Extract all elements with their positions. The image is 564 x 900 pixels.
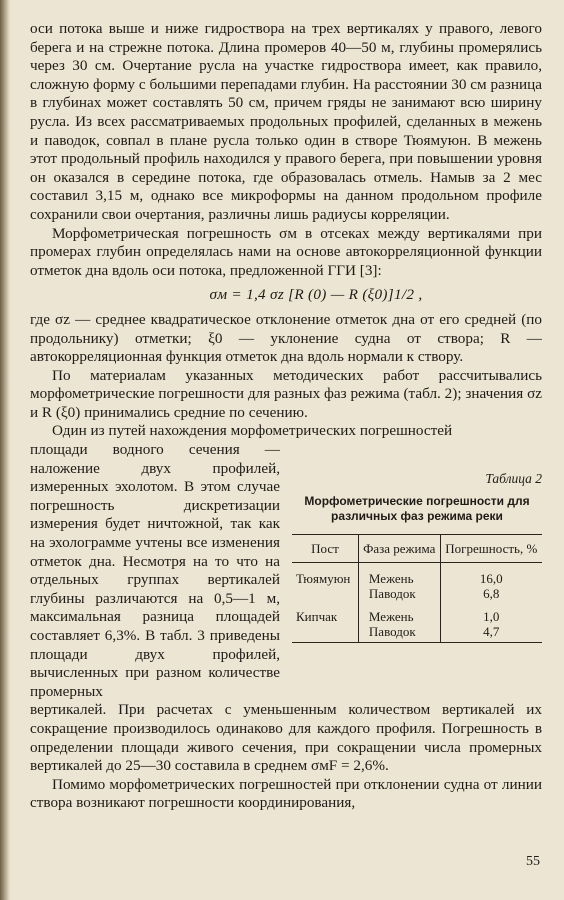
table-row <box>292 586 542 601</box>
cell-value: 6,8 <box>440 586 542 601</box>
cell-value: 4,7 <box>440 624 542 643</box>
formula: σм = 1,4 σz [R (0) — R (ξ0)]1/2 , <box>209 286 423 304</box>
paragraph-6: Помимо морфометрических погрешностей при отклонении судна от линии створа возникают погрешности координирования, <box>30 775 542 812</box>
table-2 <box>292 471 542 643</box>
paragraph-3: где σz — среднее квадратическое отклонение отметок дна от его средней (по продольнику) отметки; ξ0 — уклонение судна от створа; R — автокорреляционная функция отметок дна вдоль нормали к створу. <box>30 310 542 366</box>
paragraph-5-left-column: площади водного сечения — наложение двух профилей, измеренных эхолотом. В этом случае погрешность дискретизации измерения будет ничтожной, так как на эхолограмме учтены все изменения отметок дна. Несмотря на то что на отдельных группах вертикалей глубины различаются на 0,5—1 м, максимальная разница площадей составляет 6,3%. В табл. 3 приведены площади двух профилей, вычисленных при разном количестве промерных <box>30 441 280 700</box>
header-error: Погрешность, % <box>440 535 542 563</box>
paragraph-5-intro: Один из путей нахождения морфометрических погрешностей <box>52 422 453 440</box>
morphometric-table <box>292 534 542 643</box>
header-post: Пост <box>292 535 358 563</box>
cell-value: 16,0 <box>440 571 542 586</box>
text-with-table <box>30 441 542 701</box>
header-phase: Фаза режима <box>358 535 440 563</box>
cell-phase: Межень <box>358 609 440 624</box>
cell-post: Кипчак <box>296 609 338 625</box>
table-row <box>292 609 542 624</box>
paragraph-4: По материалам указанных методических работ рассчитывались морфометрические погрешности для разных фаз режима (табл. 2); значения σz и R (ξ0) принимались средние по сечению. <box>30 366 542 421</box>
paragraph-5-end: вертикалей. При расчетах с уменьшенным количеством вертикалей их сокращение производилось одинаково для каждого профиля. Погрешность в определении площади живого сечения, при сокращении числа промерных вертикалей до 25—30 составила в среднем σмF = 2,6%. <box>30 701 542 775</box>
cell-post: Тюямуюн <box>296 571 351 587</box>
cell-phase: Паводок <box>358 586 440 601</box>
table-number: Таблица 2 <box>485 471 542 487</box>
cell-post <box>292 586 358 601</box>
paragraph-2: Морфометрическая погрешность σм в отсеках между вертикалями при промерах глубин определялась нами на основе автокорреляционной функции отметок дна вдоль оси потока, предложенной ГГИ [3]: <box>30 224 542 279</box>
cell-post <box>292 624 358 643</box>
cell-phase: Паводок <box>358 624 440 643</box>
paragraph-1: оси потока выше и ниже гидроствора на трех вертикалях у правого, левого берега и на стрежне потока. Длина промеров 40—50 м, глубины промерялись через 30 см. Очертание русла на участке гидроствора имеет, как правило, сложную форму с большими перепадами глубин. На расстоянии 30 см разница в глубинах может составлять 50 см, причем гряды не занимают всю ширину русла. Из всех рассматриваемых продольных профилей, сделанных в межень и паводок, совпал в плане русла только один в створе Тюямуюн. В межень этот продольный профиль находился у правого берега, при повышении уровня он оказался в середине потока, где образовалась отмель. Намыв за 2 мес составил 3,15 м, однако все микроформы на данном продольном профиле сохранили свои очертания, различны лишь радиусы корреляции. <box>30 20 542 223</box>
cell-phase: Межень <box>358 571 440 586</box>
table-row <box>292 571 542 586</box>
table-caption: Морфометрические погрешности для различных фаз режима реки <box>304 494 530 524</box>
table-row <box>292 624 542 643</box>
page-number: 55 <box>526 854 540 869</box>
cell-value: 1,0 <box>440 609 542 624</box>
